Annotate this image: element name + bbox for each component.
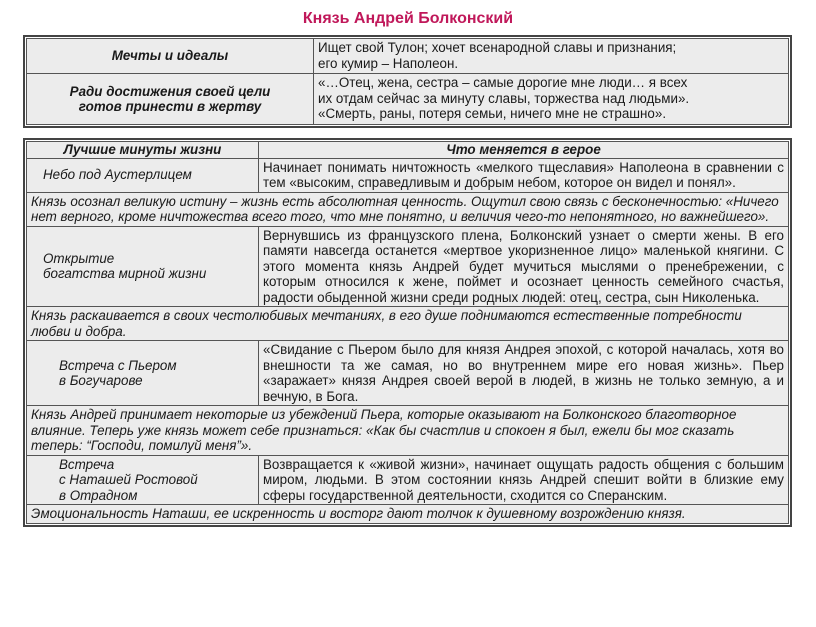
moment-natasha-meeting: Встреча с Наташей Ростовой в Отрадном	[27, 455, 259, 505]
table-row	[27, 505, 789, 524]
table-header-row	[27, 142, 789, 159]
page-title: Князь Андрей Болконский	[302, 10, 514, 27]
ideals-text: Ищет свой Тулон; хочет всенародной славы и признания; его кумир – Наполеон.	[314, 39, 789, 74]
sacrifice-text: «…Отец, жена, сестра – самые дорогие мне люди… я всех их отдам сейчас за минуту славы, торжества над людьми». «Смерть, раны, потеря семьи, ничего мне не страшно».	[314, 74, 789, 125]
change-pierre-meeting: «Свидание с Пьером было для князя Андрея эпохой, с которой началась, хотя во внешности та же самая, но во внутреннем мире его новая жизнь». Пьер «заражает» князя Андрея своей верой в людей, в жизнь не только земную, а и вечную, в Бога.	[259, 341, 789, 406]
conclusion-peaceful-life: Князь раскаивается в своих честолюбивых мечтаниях, в его душе поднимаются естественные потребности любви и добра.	[27, 307, 789, 341]
table-row	[27, 341, 789, 406]
table-row	[27, 74, 789, 125]
table-row	[27, 455, 789, 505]
moment-pierre-meeting: Встреча с Пьером в Богучарове	[27, 341, 259, 406]
table-row	[27, 158, 789, 192]
ideals-table	[26, 38, 789, 125]
moment-austerlitz: Небо под Аустерлицем	[27, 158, 259, 192]
change-natasha-meeting: Возвращается к «живой жизни», начинает ощущать радость общения с большим миром, людьми. В этом состоянии князь Андрей спешит войти в близкие ему сферы государственной деятельности, сходится со Сперанским.	[259, 455, 789, 505]
ideals-label: Мечты и идеалы	[27, 39, 314, 74]
table-row	[27, 226, 789, 307]
table-row	[27, 307, 789, 341]
table-row	[27, 192, 789, 226]
table-row	[27, 406, 789, 456]
change-austerlitz: Начинает понимать ничтожность «мелкого тщеславия» Наполеона в сравнении с тем «высоким, справедливым и добрым небом, которое он видел и понял».	[259, 158, 789, 192]
life-moments-table	[26, 141, 789, 524]
conclusion-austerlitz: Князь осознал великую истину – жизнь есть абсолютная ценность. Ощутил свою связь с бесконечностью: «Ничего нет верного, кроме ничтожества всего того, что мне понятно, и величия чего-то непонятного, но важнейшего».	[27, 192, 789, 226]
column-header-changes: Что меняется в герое	[259, 142, 789, 159]
conclusion-pierre-meeting: Князь Андрей принимает некоторые из убеждений Пьера, которые оказывают на Болконского благотворное влияние. Теперь уже князь может себе признаться: «Как бы счастлив и спокоен я был, ежели бы мог сказать теперь: “Господи, помилуй меня”».	[27, 406, 789, 456]
change-peaceful-life: Вернувшись из французского плена, Болконский узнает о смерти жены. В его памяти навсегда останется «мертвое укоризненное лицо» маленькой княгини. С этого момента князь Андрей будет мучиться мыслями о пренебрежении, с которым относился к жене, поймет и осознает ценность семейного счастья, радости обыденной жизни среди родных людей: отец, сестра, сын Николенька.	[259, 226, 789, 307]
conclusion-natasha-meeting: Эмоциональность Наташи, ее искренность и восторг дают толчок к душевному возрождению князя.	[27, 505, 789, 524]
moment-peaceful-life: Открытие богатства мирной жизни	[27, 226, 259, 307]
sacrifice-label: Ради достижения своей цели готов принести в жертву	[27, 74, 314, 125]
column-header-minutes: Лучшие минуты жизни	[27, 142, 259, 159]
table-row	[27, 39, 789, 74]
